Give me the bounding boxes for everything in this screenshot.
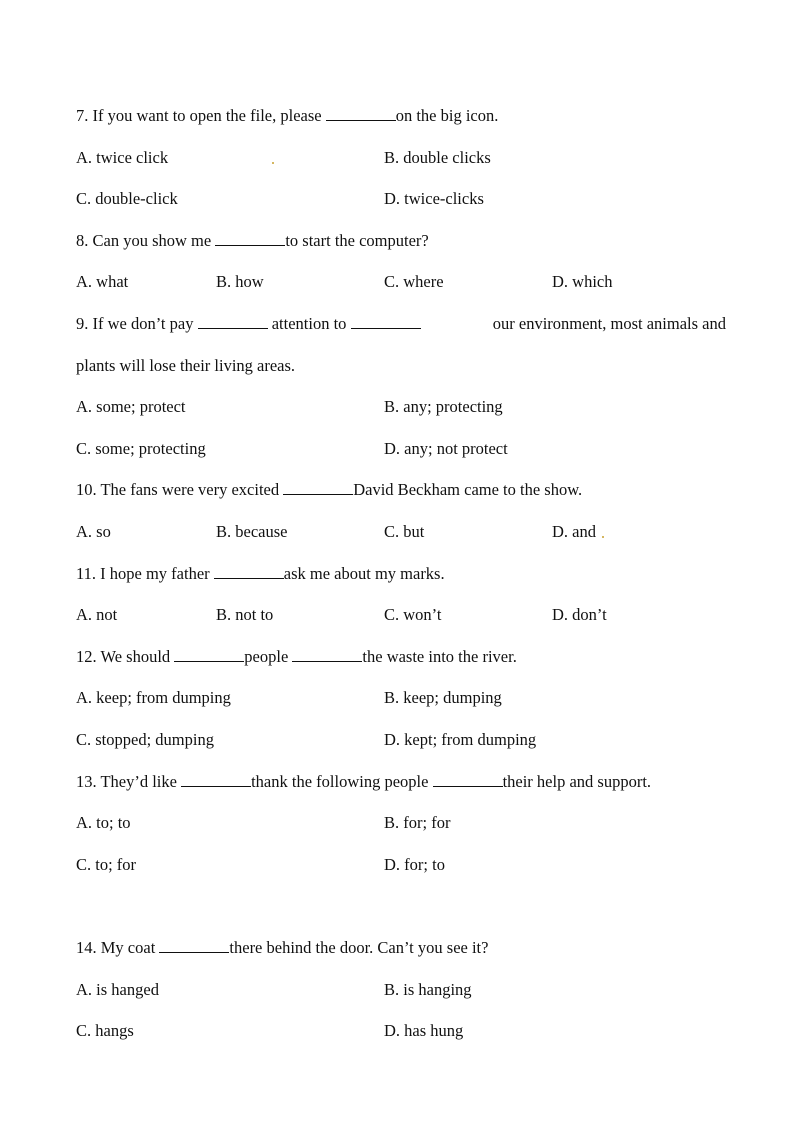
question-number: 14.: [76, 938, 97, 957]
option-c: C. but: [384, 522, 425, 541]
question-14-options-row-1: [76, 979, 726, 1001]
stem-text: on the big icon.: [395, 106, 499, 125]
question-13-options-row-2: [76, 854, 726, 876]
stem-text: ask me about my marks.: [283, 564, 445, 583]
answer-blank: [174, 647, 244, 662]
stem-text: The fans were very excited: [100, 480, 280, 499]
option-d: D. for; to: [384, 855, 445, 874]
option-b: B. keep; dumping: [384, 688, 502, 707]
question-number: 8.: [76, 231, 89, 250]
option-c: C. where: [384, 272, 444, 291]
stem-text: their help and support.: [502, 772, 652, 791]
question-7-stem: [76, 105, 726, 127]
question-12-stem: [76, 646, 726, 668]
question-11-options: [76, 604, 726, 626]
stem-text: there behind the door. Can’t you see it?: [229, 938, 489, 957]
option-a: A. not: [76, 605, 118, 624]
stem-text: thank the following people: [251, 772, 429, 791]
option-b: B. because: [216, 522, 288, 541]
answer-blank: [159, 938, 229, 953]
question-10-stem: [76, 479, 726, 501]
stem-text: My coat: [100, 938, 156, 957]
stem-text: If you want to open the file, please: [92, 106, 322, 125]
stem-text: the waste into the river.: [362, 647, 517, 666]
stem-text: plants will lose their living areas.: [76, 356, 296, 375]
option-b: B. double clicks: [384, 148, 491, 167]
option-d: D. kept; from dumping: [384, 730, 537, 749]
option-b: B. for; for: [384, 813, 451, 832]
answer-blank: [351, 314, 421, 329]
stem-text: I hope my father: [100, 564, 210, 583]
option-c: C. to; for: [76, 855, 137, 874]
answer-blank: [326, 106, 396, 121]
question-9-options-row-2: [76, 438, 726, 460]
stem-text: If we don’t pay: [92, 314, 194, 333]
option-a: A. keep; from dumping: [76, 688, 231, 707]
question-12-options-row-2: [76, 729, 726, 751]
question-number: 9.: [76, 314, 89, 333]
answer-blank: [214, 564, 284, 579]
option-a: A. twice click: [76, 148, 169, 167]
answer-blank: [215, 231, 285, 246]
option-b: B. any; protecting: [384, 397, 503, 416]
option-d: D. and: [552, 522, 596, 541]
question-9-options-row-1: [76, 396, 726, 418]
option-d: D. don’t: [552, 605, 607, 624]
stem-text: They’d like: [100, 772, 177, 791]
question-number: 13.: [76, 772, 97, 791]
option-c: C. stopped; dumping: [76, 730, 214, 749]
answer-blank: [198, 314, 268, 329]
question-7-options-row-2: [76, 188, 726, 210]
option-b: B. how: [216, 272, 264, 291]
question-11-stem: [76, 563, 726, 585]
question-9-stem: [76, 313, 726, 335]
stem-text: our environment, most animals and: [492, 314, 726, 333]
option-c: C. double-click: [76, 189, 178, 208]
question-7-options-row-1: [76, 147, 726, 169]
stem-text: to start the computer?: [285, 231, 429, 250]
option-a: A. is hanged: [76, 980, 159, 999]
stray-dot-mark: [602, 536, 604, 538]
option-d: D. which: [552, 272, 613, 291]
option-a: A. some; protect: [76, 397, 186, 416]
question-9-stem-continued: [76, 355, 726, 377]
option-d: D. has hung: [384, 1021, 464, 1040]
question-14-stem: [76, 937, 726, 959]
option-c: C. won’t: [384, 605, 442, 624]
stem-text: David Beckham came to the show.: [353, 480, 583, 499]
question-13-stem: [76, 771, 726, 793]
question-number: 12.: [76, 647, 97, 666]
stem-text: attention to: [271, 314, 347, 333]
option-a: A. so: [76, 522, 111, 541]
stem-text: Can you show me: [92, 231, 212, 250]
question-number: 7.: [76, 106, 89, 125]
question-10-options: [76, 521, 726, 543]
question-13-options-row-1: [76, 812, 726, 834]
question-12-options-row-1: [76, 687, 726, 709]
answer-blank: [283, 480, 353, 495]
question-14-options-row-2: [76, 1020, 726, 1042]
stem-text: people: [244, 647, 289, 666]
question-number: 11.: [76, 564, 97, 583]
option-d: D. any; not protect: [384, 439, 508, 458]
option-b: B. not to: [216, 605, 274, 624]
option-b: B. is hanging: [384, 980, 472, 999]
stray-dot-mark: [272, 162, 274, 164]
stem-text: We should: [100, 647, 171, 666]
question-8-stem: [76, 230, 726, 252]
option-d: D. twice-clicks: [384, 189, 484, 208]
question-number: 10.: [76, 480, 97, 499]
question-8-options: [76, 271, 726, 293]
option-a: A. to; to: [76, 813, 131, 832]
option-a: A. what: [76, 272, 129, 291]
answer-blank: [292, 647, 362, 662]
option-c: C. hangs: [76, 1021, 134, 1040]
answer-blank: [181, 772, 251, 787]
answer-blank: [433, 772, 503, 787]
option-c: C. some; protecting: [76, 439, 206, 458]
